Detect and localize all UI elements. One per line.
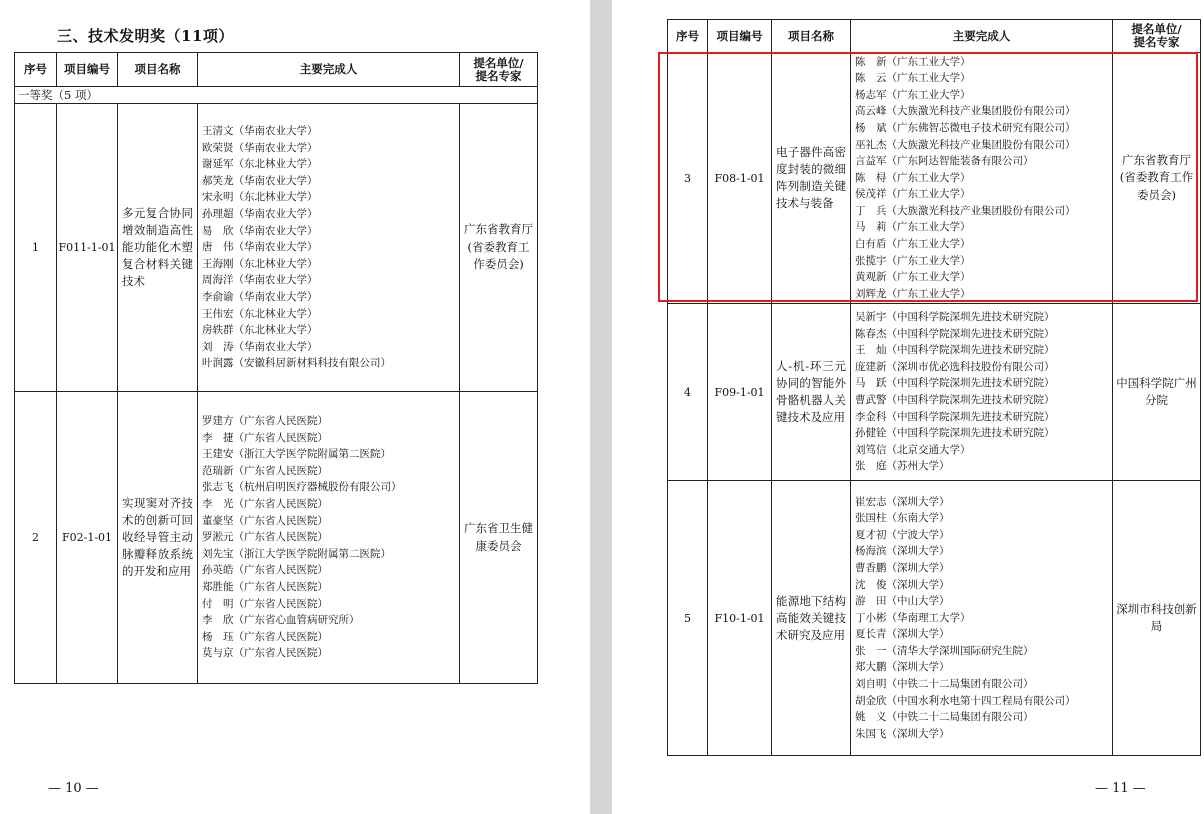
row-project-name: 能源地下结构高能效关键技术研究及应用	[772, 481, 851, 756]
left-page	[0, 0, 590, 814]
person-line: 张 庭（苏州大学）	[855, 460, 950, 473]
header-code: 项目编号	[708, 20, 772, 53]
table-row	[15, 104, 538, 392]
person-line: 夏才初（宁波大学）	[855, 528, 950, 541]
person-line: 胡金欣（中国水利水电第十四工程局有限公司）	[855, 694, 1076, 707]
header-people: 主要完成人	[851, 20, 1113, 53]
row-people	[198, 104, 460, 392]
header-seq: 序号	[15, 53, 57, 87]
person-line: 张志飞（杭州启明医疗器械股份有限公司）	[202, 481, 402, 494]
person-line: 杨志军（广东工业大学）	[855, 88, 971, 101]
person-line: 欧荣贤（华南农业大学）	[202, 141, 318, 154]
header-name: 项目名称	[772, 20, 851, 53]
person-line: 谢延军（东北林业大学）	[202, 158, 318, 171]
person-line: 张 一（清华大学深圳国际研究生院）	[855, 644, 1034, 657]
row-code: F08-1-01	[708, 53, 772, 304]
person-line: 叶润露（安徽科居新材料科技有限公司）	[202, 357, 391, 370]
person-line: 孙健铨（中国科学院深圳先进技术研究院）	[855, 427, 1055, 440]
row-code: F09-1-01	[708, 304, 772, 481]
person-line: 张国柱（东南大学）	[855, 512, 950, 525]
row-seq: 2	[15, 392, 57, 684]
person-line: 莫与京（广东省人民医院）	[202, 647, 328, 660]
person-line: 李金科（中国科学院深圳先进技术研究院）	[855, 410, 1055, 423]
row-people	[851, 304, 1113, 481]
person-line: 李 欣（广东省心血管病研究所）	[202, 614, 360, 627]
person-line: 杨 珏（广东省人民医院）	[202, 630, 328, 643]
row-project-name: 实现窦对齐技术的创新可回收经导管主动脉瓣释放系统的开发和应用	[118, 392, 198, 684]
person-line: 范瑞新（广东省人民医院）	[202, 464, 328, 477]
person-line: 陈 桪（广东工业大学）	[855, 171, 971, 184]
person-line: 王建安（浙江大学医学院附属第二医院）	[202, 448, 391, 461]
person-line: 罗建方（广东省人民医院）	[202, 415, 328, 428]
row-project-name: 多元复合协同增效制造高性能功能化木塑复合材料关键技术	[118, 104, 198, 392]
person-line: 王清文（华南农业大学）	[202, 125, 318, 138]
person-line: 郑大鹏（深圳大学）	[855, 661, 950, 674]
highlight-box	[658, 52, 1198, 302]
person-line: 言益军（广东阿达智能装备有限公司）	[855, 155, 1034, 168]
person-line: 唐 伟（华南农业大学）	[202, 241, 318, 254]
table-row	[668, 304, 1201, 481]
table-row	[668, 481, 1201, 756]
person-line: 夏长青（深圳大学）	[855, 628, 950, 641]
person-line: 李 捷（广东省人民医院）	[202, 431, 328, 444]
header-name: 项目名称	[118, 53, 198, 87]
person-line: 罗淞元（广东省人民医院）	[202, 531, 328, 544]
person-line: 董豪坚（广东省人民医院）	[202, 514, 328, 527]
person-line: 郝笑龙（华南农业大学）	[202, 174, 318, 187]
person-line: 游 田（中山大学）	[855, 595, 950, 608]
page-gap	[590, 0, 612, 814]
award-table-left	[14, 52, 538, 684]
row-code: F02-1-01	[57, 392, 118, 684]
person-line: 易 欣（华南农业大学）	[202, 224, 318, 237]
header-nominator: 提名单位/ 提名专家	[460, 53, 538, 87]
person-line: 郑胜能（广东省人民医院）	[202, 580, 328, 593]
person-line: 曹香鹏（深圳大学）	[855, 561, 950, 574]
row-code: F10-1-01	[708, 481, 772, 756]
row-nominator: 广东省教育厅(省委教育工作委员会)	[460, 104, 538, 392]
page-number: — 11 —	[1095, 781, 1146, 796]
row-project-name: 人-机-环三元协同的智能外骨骼机器人关键技术及应用	[772, 304, 851, 481]
person-line: 巫礼杰（大族激光科技产业集团股份有限公司）	[855, 138, 1076, 151]
person-line: 刘先宝（浙江大学医学院附属第二医院）	[202, 547, 391, 560]
person-line: 杨海滨（深圳大学）	[855, 545, 950, 558]
person-line: 刘辉龙（广东工业大学）	[855, 287, 971, 300]
row-nominator: 广东省教育厅(省委教育工作委员会)	[1113, 53, 1201, 304]
person-line: 沈 俊（深圳大学）	[855, 578, 950, 591]
person-line: 张揽宇（广东工业大学）	[855, 254, 971, 267]
row-seq: 1	[15, 104, 57, 392]
row-people	[851, 481, 1113, 756]
person-line: 崔宏志（深圳大学）	[855, 495, 950, 508]
person-line: 马 跃（中国科学院深圳先进技术研究院）	[855, 377, 1055, 390]
person-line: 房轶群（东北林业大学）	[202, 324, 318, 337]
person-line: 宋永明（东北林业大学）	[202, 191, 318, 204]
header-code: 项目编号	[57, 53, 118, 87]
person-line: 吴新宇（中国科学院深圳先进技术研究院）	[855, 311, 1055, 324]
person-line: 李俞谕（华南农业大学）	[202, 290, 318, 303]
person-line: 白有盾（广东工业大学）	[855, 238, 971, 251]
person-line: 刘 涛（华南农业大学）	[202, 340, 318, 353]
person-line: 王伟宏（东北林业大学）	[202, 307, 318, 320]
person-line: 高云峰（大族激光科技产业集团股份有限公司）	[855, 105, 1076, 118]
person-line: 周海洋（华南农业大学）	[202, 274, 318, 287]
row-nominator: 深圳市科技创新局	[1113, 481, 1201, 756]
person-line: 侯茂祥（广东工业大学）	[855, 188, 971, 201]
group-row	[15, 87, 538, 104]
row-people	[198, 392, 460, 684]
header-nominator: 提名单位/ 提名专家	[1113, 20, 1201, 53]
person-line: 陈春杰（中国科学院深圳先进技术研究院）	[855, 327, 1055, 340]
person-line: 杨 斌（广东佛智芯微电子技术研究有限公司）	[855, 121, 1076, 134]
group-label: 一等奖（5 项）	[15, 87, 538, 104]
row-code: F011-1-01	[57, 104, 118, 392]
section-title: 三、技术发明奖（11项）	[57, 27, 234, 45]
person-line: 丁 兵（大族激光科技产业集团股份有限公司）	[855, 204, 1076, 217]
person-line: 王海刚（东北林业大学）	[202, 257, 318, 270]
person-line: 黄观新（广东工业大学）	[855, 271, 971, 284]
person-line: 马 莉（广东工业大学）	[855, 221, 971, 234]
person-line: 孙理超（华南农业大学）	[202, 208, 318, 221]
header-people: 主要完成人	[198, 53, 460, 87]
row-nominator: 中国科学院广州分院	[1113, 304, 1201, 481]
person-line: 丁小彬（华南理工大学）	[855, 611, 971, 624]
page-number: — 10 —	[48, 781, 99, 796]
person-line: 付 明（广东省人民医院）	[202, 597, 328, 610]
person-line: 朱国飞（深圳大学）	[855, 727, 950, 740]
table-row	[15, 392, 538, 684]
row-seq: 3	[668, 53, 708, 304]
person-line: 姚 义（中铁二十二局集团有限公司）	[855, 711, 1034, 724]
person-line: 王 灿（中国科学院深圳先进技术研究院）	[855, 344, 1055, 357]
person-line: 刘自明（中铁二十二局集团有限公司）	[855, 678, 1034, 691]
row-project-name: 电子器件高密度封装的微细阵列制造关键技术与装备	[772, 53, 851, 304]
person-line: 陈 新（广东工业大学）	[855, 55, 971, 68]
row-seq: 5	[668, 481, 708, 756]
person-line: 孙英皓（广东省人民医院）	[202, 564, 328, 577]
person-line: 曹武警（中国科学院深圳先进技术研究院）	[855, 394, 1055, 406]
person-line: 庞建新（深圳市优必选科技股份有限公司）	[855, 360, 1055, 373]
row-nominator: 广东省卫生健康委员会	[460, 392, 538, 684]
row-seq: 4	[668, 304, 708, 481]
header-seq: 序号	[668, 20, 708, 53]
person-line: 陈 云（广东工业大学）	[855, 72, 971, 85]
person-line: 李 光（广东省人民医院）	[202, 498, 328, 511]
person-line: 刘笃信（北京交通大学）	[855, 443, 971, 456]
